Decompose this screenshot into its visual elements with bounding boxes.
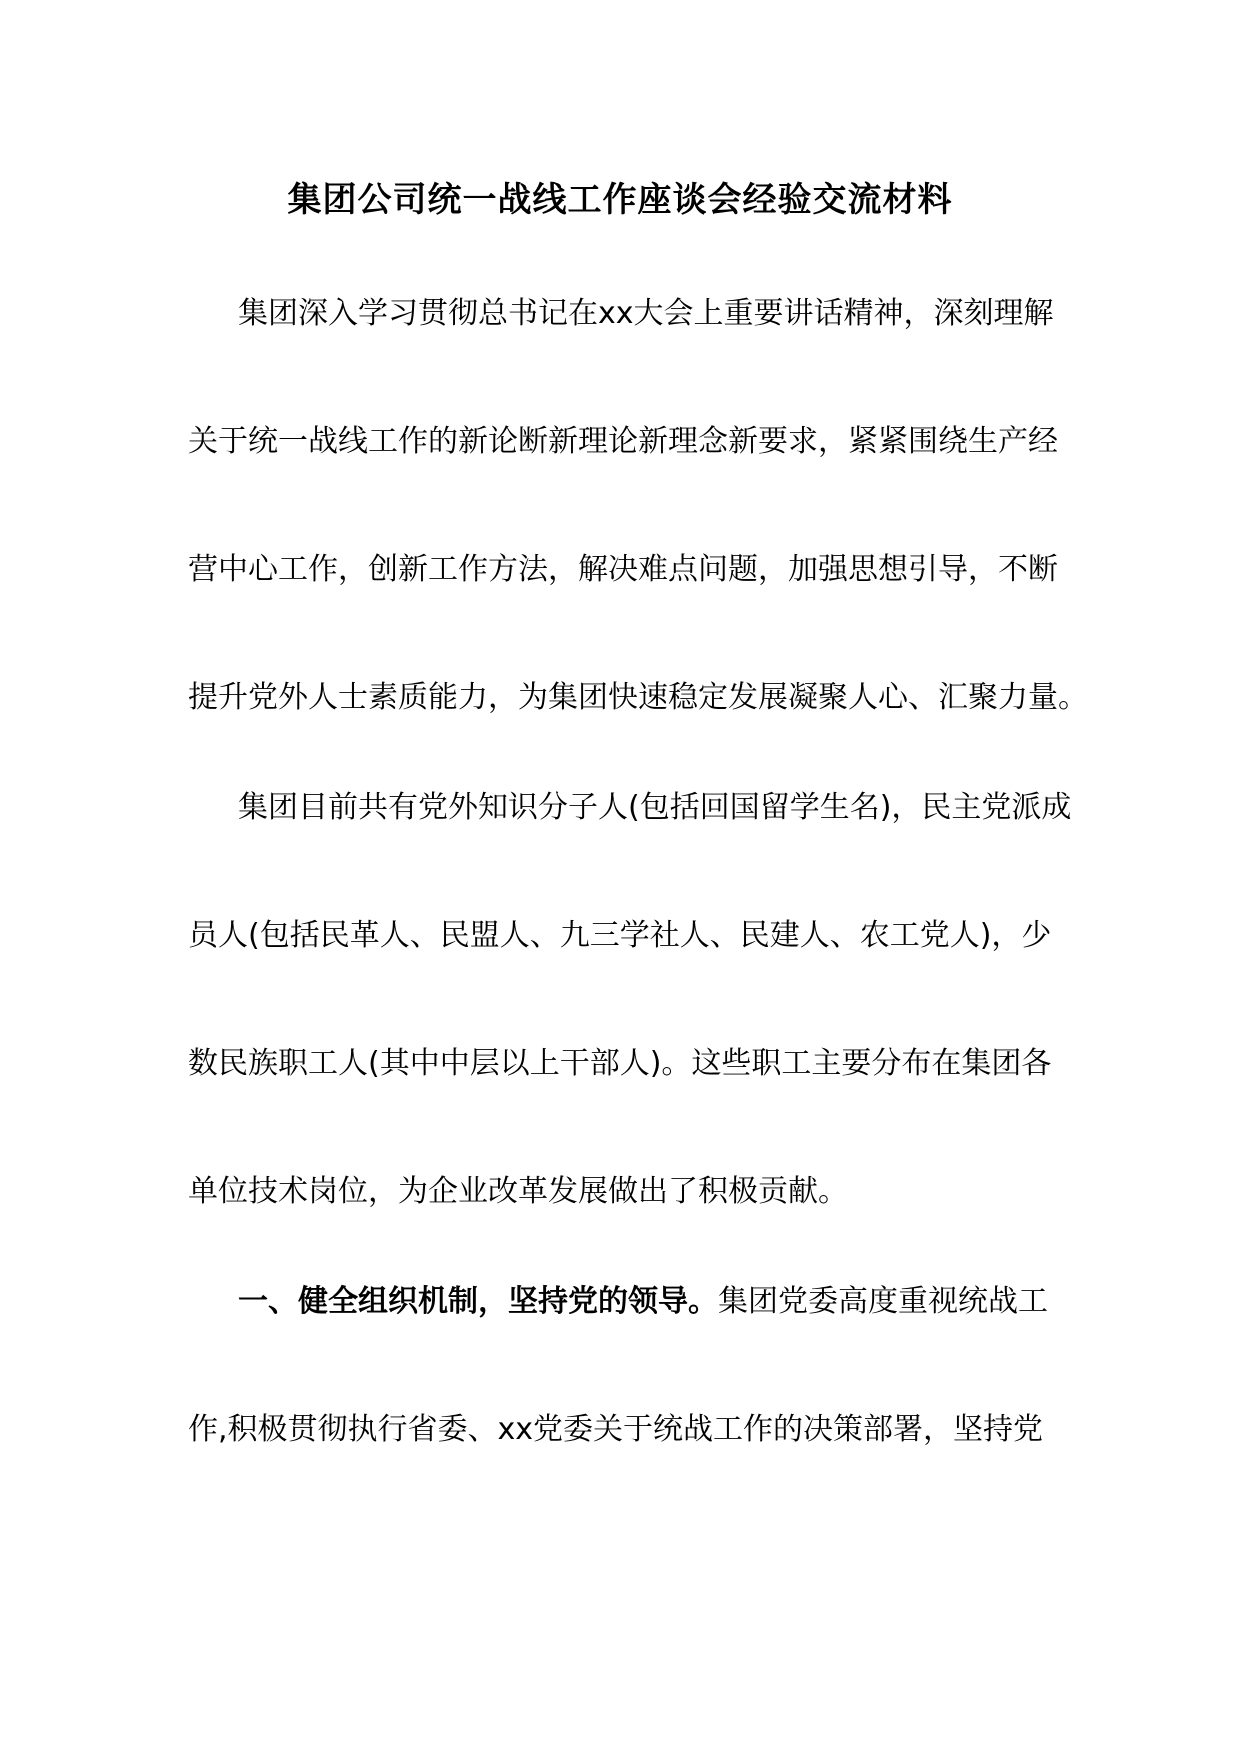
section-1-line-2: 作,积极贯彻执行省委、xx党委关于统战工作的决策部署，坚持党 <box>188 1412 1044 1447</box>
paragraph-2-line-4: 单位技术岗位，为企业改革发展做出了积极贡献。 <box>188 1174 848 1209</box>
paragraph-1-line-1: 集团深入学习贯彻总书记在xx大会上重要讲话精神，深刻理解 <box>238 296 1054 331</box>
section-1-heading: 一、健全组织机制，坚持党的领导。 <box>238 1284 718 1319</box>
paragraph-2-line-1: 集团目前共有党外知识分子人(包括回国留学生名)，民主党派成 <box>238 790 1072 825</box>
document-title: 集团公司统一战线工作座谈会经验交流材料 <box>287 180 953 220</box>
section-1-line-1 <box>238 1280 1048 1324</box>
section-1-text: 集团党委高度重视统战工 <box>718 1284 1048 1319</box>
paragraph-1-line-4: 提升党外人士素质能力，为集团快速稳定发展凝聚人心、汇聚力量。 <box>188 680 1088 715</box>
paragraph-2-line-2: 员人(包括民革人、民盟人、九三学社人、民建人、农工党人)，少 <box>188 918 1052 953</box>
paragraph-1-line-2: 关于统一战线工作的新论断新理论新理念新要求，紧紧围绕生产经 <box>188 424 1058 459</box>
paragraph-2-line-3: 数民族职工人(其中中层以上干部人)。这些职工主要分布在集团各 <box>188 1046 1052 1081</box>
paragraph-1-line-3: 营中心工作，创新工作方法，解决难点问题，加强思想引导，不断 <box>188 552 1058 587</box>
